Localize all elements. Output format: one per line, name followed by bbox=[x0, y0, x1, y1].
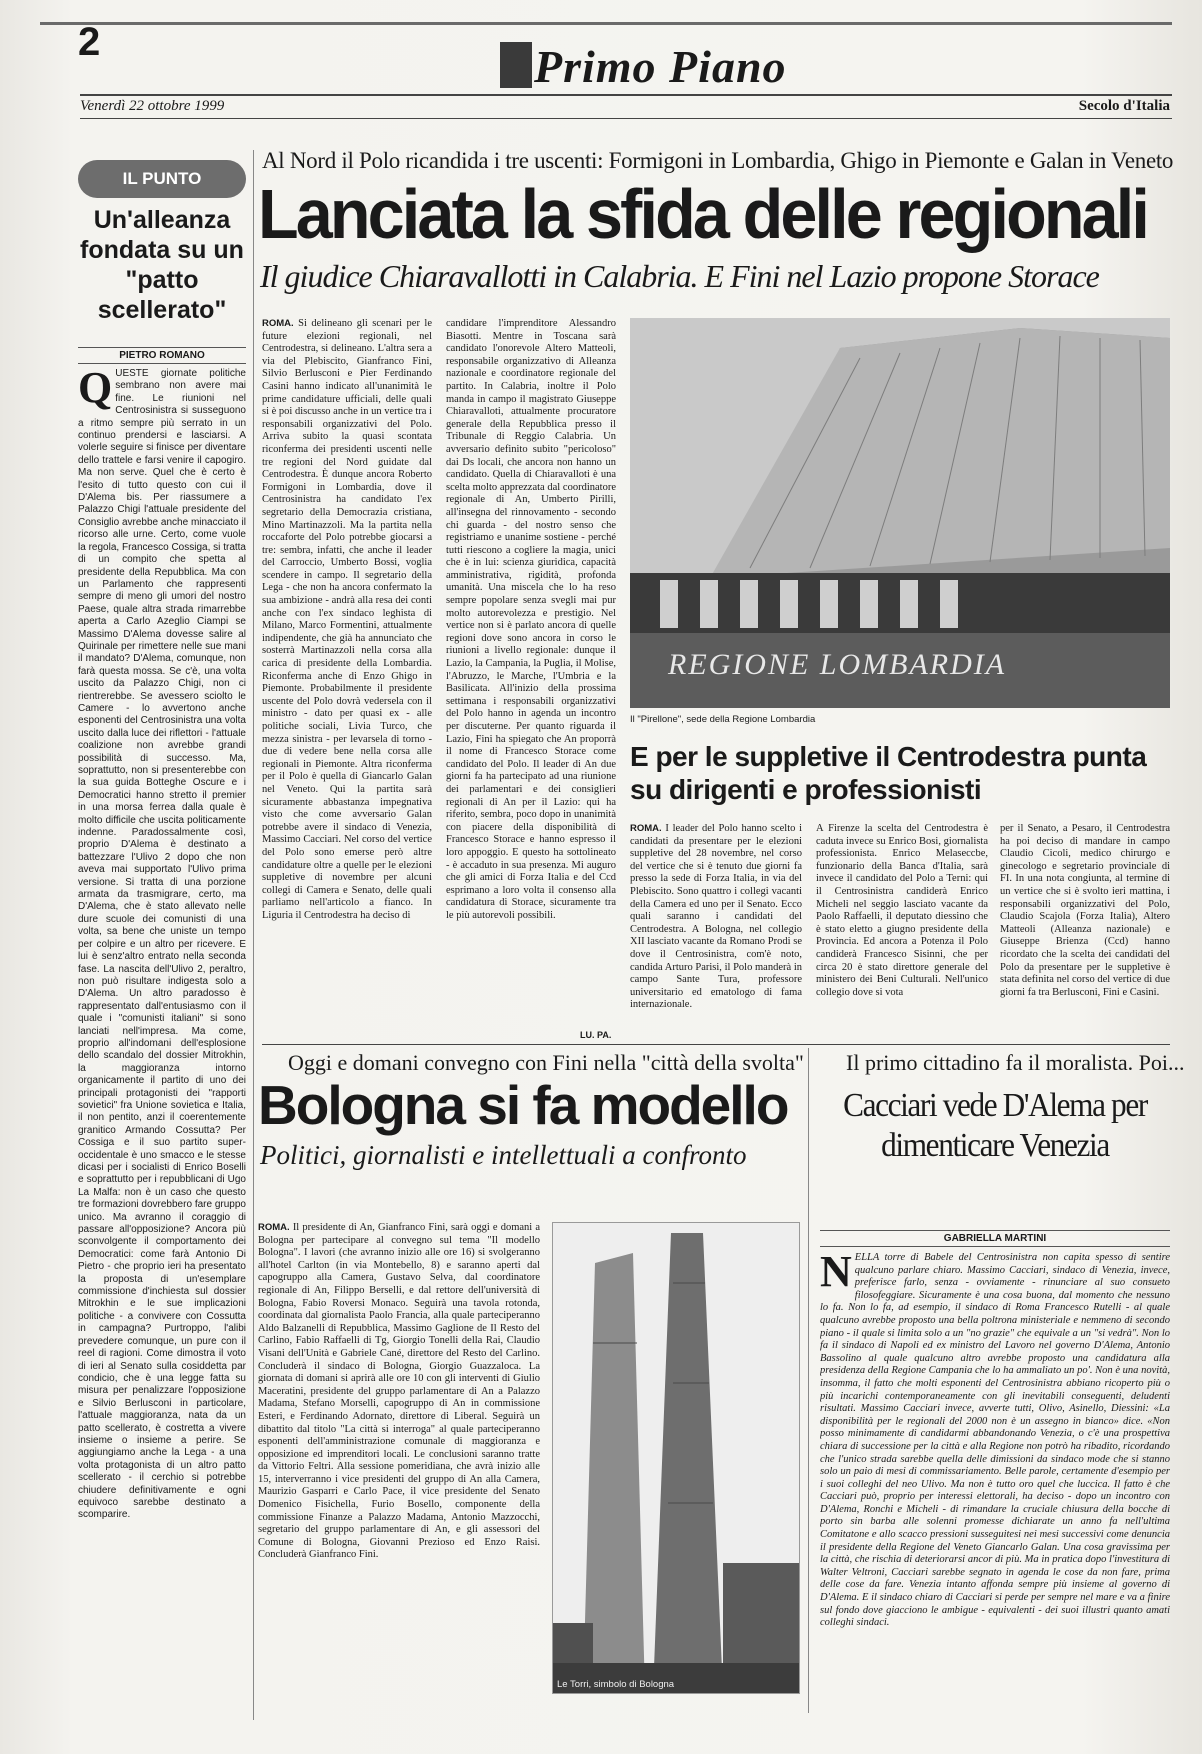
sidebar-dropcap: Q bbox=[78, 368, 113, 412]
towers-illustration bbox=[553, 1223, 799, 1693]
section-title bbox=[500, 40, 787, 93]
suppletive-col2-text: A Firenze la scelta del Centrodestra è caduta invece su Enrico Bosi, giornalista professionista. Enrico Melaseccbe, funzionario della Banca d'Italia, sarà invece il candidato del Polo a Terni: qui il Centrosinistra candiderà Enrico Micheli nel seggio lasciato vacante da Paolo Raffaelli, il deputato diessino che è stato eletto a giugno presidente della Provincia. Ed ancora a Potenza il Polo candiderà Francesco Sisinni, che per circa 20 è stato direttore generale del ministero dei Beni Culturali. Nell'unico collegio dove si vota bbox=[816, 823, 988, 998]
lead-col1-text: Si delineano gli scenari per le future elezioni regionali, nel Centrodestra, si delineano. L'altra sera a via del Plebiscito, Gianfranco Fini, Silvio Berlusconi e Pier Ferdinando Casini hanno indicato all'unanimità le prime candidature ufficiali, delle quali si è poi discusso anche in un vertice tra i responsabili organizzativi del Polo. Arriva subito la quasi scontata riconferma dei presidenti uscenti nelle tre regioni del Nord guidate dal Centrodestra. È dunque ancora Roberto Formigoni in Lombardia, dove il Centrosinistra ha candidato l'ex segretario della Democrazia cristiana, Mino Martinazzoli. Ma la partita nella roccaforte del Polo potrebbe giocarsi a tre: sembra, infatti, che anche il leader del Carroccio, Umberto Bossi, voglia scendere in campo. Il segretario della Lega - che non ha ancora confermato la sua ambizione - andrà alla resa dei conti anche con l'ex sindaco leghista di Milano, Marco Formentini, attualmente indipendente, che già ha annunciato che sosterrà Martinazzoli nella corsa alla carica di presidente della Lombardia. Riconferma anche di Enzo Ghigo in Piemonte. Probabilmente il presidente uscente del Polo dovrà vedersela con il ministro - dato per quasi ex - alle politiche sociali, Livia Turco, che mezza sinistra - per levarsela di torno - due di vedere bene nella corsa alle regionali in Piemonte. Altra riconferma per il Polo è quella di Giancarlo Galan nel Veneto. Qui la partita sarà sicuramente abbastanza impegnativa visto che come avversario Galan potrebbe avere il sindaco di Venezia, Massimo Cacciari. Nel corso del vertice del Polo sono emerse però altre candidature oltre a quelle per le elezioni suppletive di novembre per alcuni collegi di Camera e Senato, delle quali parliamo nell'articolo a fianco. In Liguria il Centrodestra ha deciso di bbox=[262, 318, 432, 921]
pirellone-caption: Il "Pirellone", sede della Regione Lombardia bbox=[630, 714, 816, 725]
masthead-block-p bbox=[500, 42, 532, 88]
sidebar-author: PIETRO ROMANO bbox=[78, 347, 246, 364]
cacciari-author: GABRIELLA MARTINI bbox=[820, 1230, 1170, 1247]
lead-col2-text: candidare l'imprenditore Alessandro Biasotti. Mentre in Toscana sarà candidato l'onorevole Altero Matteoli, responsabile organizzativo di Alleanza nazionale e coordinatore regionale del partito. In Calabria, inoltre il Polo manda in campo il magistrato Giuseppe Chiaravalloti, attualmente procuratore generale della Repubblica presso il Tribunale di Reggio Calabria. Un avversario definito subito "pericoloso" dai Ds locali, che ancora non hanno un candidato. Quella di Chiaravalloti è una scelta molto apprezzata dal coordinatore regionale di An, Umberto Pirilli, all'insegna del rinnovamento - secondo chi guarda - del nostro senso che registriamo e unanime sostiene - perché tutti riescono a cogliere la magia, unici che è in lui: scienza giuridica, capacità amministrativa, rigidità, profonda umanità. Una miscela che lo ha reso sempre popolare senza svegli mai pur molto autorevolezza e prestigio. Nel vertice non si è parlato ancora di quelle regioni dove sono ancora in corso le riunioni a livello regionale: dunque il Lazio, la Campania, la Puglia, il Molise, l'Abruzzo, le Marche, l'Umbria e la Basilicata. All'inizio della prossima settimana i responsabili organizzativi del Polo hanno in agenda un incontro per discuterne. Per quanto riguarda il Lazio, Fini ha spiegato che An proporrà il nome di Francesco Storace come candidato del Polo. Il leader di An due giorni fa ha partecipato ad una riunione dei parlamentari e dei consiglieri regionali di An per il Lazio: qui ha riferito, sembra, poco dopo in unanimità con piacere della disponibilità di Francesco Storace e hanno espresso il loro appoggio. E questo ha sottolineato - è accaduto in sua presenza. Mi auguro che gli amici di Forza Italia e del Ccd esprimano a loro volta il consenso alla candidatura di Storace, sicuramente tra le più autorevoli possibili. bbox=[446, 318, 616, 921]
section-title-text: Primo Piano bbox=[534, 41, 787, 92]
sidebar-headline: Un'alleanza fondata su un "patto scellerato" bbox=[80, 206, 244, 324]
bologna-text-2: Il presidente di An, Gianfranco Fini, sarà oggi e domani a Bologna per partecipare al convegno sul tema "Il modello Bologna". I lavori (che avranno inizio alle ore 16) si svolgeranno all'hotel Carlton (in via Montebello, 8) e saranno aperti dal capogruppo alla Camera, Gustavo Selva, dal coordinatore regionale di An, Filippo Berselli, e dal rettore dell'università di Bologna, Fabio Roversi Monaco. Seguirà una tavola rotonda, coordinata dal giornalista Paolo Francia, alla quale parteciperanno Aldo Balzanelli di Repubblica, Massimo Gaglione de Il Resto del Carlino, Fabio Raffaelli di Tg, Giorgio Tonelli della Rai, Claudio Visani dell'Unità e Gabriele Cané, direttore del Resto del Carlino. Concluderà il sindaco di Bologna, Giorgio Guazzaloca. La giornata di domani si aprirà alle ore 10 con gli interventi di Giulio Maceratini, presidente del gruppo parlamentare di An a Palazzo Madama, Stefano Morselli, capogruppo di An in commissione Esteri, e Ferdinando Adornato, direttore di Liberal. Seguirà un dibattito dal titolo "La città si interroga" al quale parteciperanno esponenti dell'amministrazione comunale di maggioranza e opposizione ed imprenditori locali. Le conclusioni saranno tratte da Vittorio Feltri. Alla sessione pomeridiana, che avrà inizio alle 15, interverranno i vice presidenti del gruppo di An alla Camera, Maurizio Gasparri e Carlo Pace, il vice presidente del Senato Domenico Fisichella, Furio Bosello, componente della commissione Finanze a Palazzo Madama, Antonio Mazzocchi, segretario del gruppo parlamentare di An, e gli assessori del Comune di Bologna, Giovanni Prezioso ed Enzo Raisi. Concluderà Gianfranco Fini. bbox=[258, 1222, 540, 1561]
page-number: 2 bbox=[78, 20, 101, 64]
cacciari-kicker: Il primo cittadino fa il moralista. Poi... bbox=[846, 1050, 1185, 1075]
sidebar-body bbox=[78, 368, 246, 1708]
cacciari-divider bbox=[808, 1048, 809, 1713]
bologna-column bbox=[258, 1222, 540, 1712]
suppletive-dateline: ROMA. bbox=[630, 823, 662, 834]
bologna-headline: Bologna si fa modello bbox=[258, 1074, 788, 1136]
lead-signature: LU. PA. bbox=[580, 1030, 612, 1040]
section-divider bbox=[262, 1044, 1170, 1045]
bologna-kicker: Oggi e domani convegno con Fini nella "città della svolta" bbox=[288, 1050, 804, 1075]
towers-photo bbox=[552, 1222, 800, 1694]
cacciari-headline: Cacciari vede D'Alema per dimenticare Venezia bbox=[843, 1087, 1147, 1164]
lead-column-1 bbox=[262, 318, 432, 1046]
towers-caption: Le Torri, simbolo di Bologna bbox=[557, 1679, 675, 1690]
pirellone-photo bbox=[630, 318, 1170, 708]
building-sign: REGIONE LOMBARDIA bbox=[668, 648, 1007, 681]
lead-headline: Lanciata la sfida delle regionali bbox=[258, 175, 1148, 253]
cacciari-text: ELLA torre di Babele del Centrosinistra non capita spesso di sentire qualcuno parlare chiaro. Massimo Cacciari, sindaco di Venezia, invece, preferisce farlo, senza - ovviamente - rinunciare al suo consueto filosofeggiare. Sicuramente è una cosa buona, dal momento che nessuno lo fa. Non lo fa, ad esempio, il sindaco di Roma Francesco Rutelli - al quale qualcuno avrebbe proposto una bella poltrona ministeriale e nemmeno di secondo piano - il quale si limita solo a un "no grazie" che equivale a un "si vedrà". Non lo fa il sindaco di Napoli ed ex ministro del Lavoro nel governo D'Alema, Antonio Bassolino al quale qualcuno altro avrebbe proposto una candidatura alla presidenza della Regione Campania che lo ha ammaliato un po'. Non è una novità, insomma, il fatto che molti esponenti del Centrosinistra abbiano ricoperto più o più incarichi contemporaneamente con gli inevitabili conseguenti, deludenti risultati. Massimo Cacciari invece, avverte tutti, Olivo, Asinello, Diessini: «La disponibilità per le regionali del 2000 non è un assegno in bianco» dice. «Non posso minimamente di candidarmi abbandonando Venezia, o c'è una prospettiva chiara di successione per la città e alla Regione non potrò ha ribadito, ricordando che l'unico strada sarebbe quella delle dimissioni da sindaco mode che si stanno solo un paio di mesi di commissariamento. Belle parole, certamente d'esempio per i suoi colleghi del neo Ulivo. Ma non è tutto oro quel che luccica. Il fatto è che Cacciari può, proprio per interessi elettorali, ha deciso - dopo un incontro con D'Alema, Ronchi e Micheli - di rimandare la cruciale chiusura della bocche di porto sin barba alle solenni promesse dichiarate un anno fa nell'ultima Comitatone e allo scacco pressioni susseguitesi nei mesi successivi come denuncia il presidente della Regione del Veneto Giancarlo Galan. Una cosa gravissima per la città, che rischia di deteriorarsi ancor di più. Ma in pratica dopo l'investitura di Walter Veltroni, Cacciari sarebbe segnato in agenda le cose da non fare, prima delle cose da fare. Venezia intanto affonda sempre più insieme al governo di D'Alema. E il sindaco chiaro di Cacciari si perde per sempre nel mare e va a finire sul fondo dove giacciono le ambigue - equivalenti - dei suoi illustri quanto amati colleghi sindaci. bbox=[820, 1252, 1170, 1629]
lead-dateline: ROMA. bbox=[262, 318, 294, 329]
lead-kicker: Al Nord il Polo ricandida i tre uscenti: Formigoni in Lombardia, Ghigo in Piemonte e Galan in Veneto bbox=[262, 148, 1174, 173]
suppletive-column-1 bbox=[630, 823, 802, 1048]
date-rule bbox=[80, 118, 1172, 119]
cacciari-dropcap: N bbox=[820, 1252, 852, 1296]
lead-subhead: Il giudice Chiaravallotti in Calabria. E Fini nel Lazio propone Storace bbox=[260, 258, 1099, 294]
suppletive-col1-text: I leader del Polo hanno scelto i candidati da presentare per le elezioni suppletive del 28 novembre, nel corso del vertice che si è tenuto due giorni fa presso la sede di Forza Italia, in via del Plebiscito. Sono quattro i collegi vacanti della Camera ed uno per il Senato. Ecco quali saranno i candidati del Centrodestra. A Bologna, nel collegio XII lasciato vacante da Romano Prodi se dove il Centrosinistra, com'è noto, candida Arturo Parisi, il Polo manderà in campo Sante Tura, professore universitario ed ematologo di fama internazionale. bbox=[630, 823, 802, 1011]
cacciari-body bbox=[820, 1252, 1170, 1712]
lead-column-2 bbox=[446, 318, 616, 1026]
sidebar-divider bbox=[253, 150, 254, 1720]
bologna-dateline-2: ROMA. bbox=[258, 1222, 290, 1233]
masthead-rule bbox=[80, 94, 1172, 96]
issue-date: Venerdì 22 ottobre 1999 bbox=[80, 98, 225, 114]
suppletive-headline: E per le suppletive il Centrodestra punta su dirigenti e professionisti bbox=[630, 741, 1147, 805]
sidebar-text: UESTE giornate politiche sembrano non avere mai fine. Le riunioni nel Centrosinistra si susseguono a ritmo sempre più serrato in un continuo prendersi e lasciarsi. A volerle seguire si finisce per diventare dello trattele e farsi venire il capogiro. Ma non serve. Quel che è certo è l'esito di tutto questo con cui il D'Alema bis. Per riassumere a Palazzo Chigi l'attuale presidente del Consiglio avrebbe anche minacciato il ricorso alle urne. Certo, come vuole la regola, Francesco Cossiga, si tratta di un compito che spetta al presidente della Repubblica. Ma con un Parlamento che rappresenti sempre di meno gli umori del nostro Paese, quale altra strada rimarrebbe aperta a Carlo Azeglio Ciampi se Massimo D'Alema dovesse salire al Quirinale per rimettere nelle sue mani il mandato? D'Alema, comunque, non farà questa mossa. Se c'è, una volta uscito da Palazzo Chigi, non ci rientrerebbe. Se avessero sciolto le Camere - lo avvertono anche esponenti del Centrosinistra una volta uscito dalla luce dei riflettori - l'attuale coalizione non avrebbe grandi possibilità di successo. Ma, soprattutto, non si presenterebbe con la sua guida Botteghe Oscure e i Democratici hanno stretto il premier in una morsa ferrea dalla quale è molto difficile che uscita politicamente indenne. Paradossalmente così, proprio D'Alema è destinato a battezzare l'Ulivo 2 dopo che non aveva mai supportato l'Ulivo prima versione. Si tratta di una porzione armata da trasmigrare, certo, ma D'Alema, che è stato allevato nelle dure scuole dei comunisti di una volta, sa bene che uniste un tempo per colpire e un altro per ricevere. E lui è senz'altro entrato nella seconda fase. La nascita dell'Ulivo 2, peraltro, non può risultare indigesta solo a D'Alema. Un altro paradosso è rappresentato dall'entusiasmo con il quale i "comunisti italiani" si sono lanciati nell'impresa. Ma come, proprio all'indomani dell'esplosione dello scandalo del dossier Mitrokhin, la maggioranza intorno organicamente il partito di uno dei principali protagonisti dei "rapporti sovietici" fra Unione sovietica e Italia, il non pentito, anzi il coerentemente granitico Armando Cossutta? Per Cossiga e il suo partito super-occidentale è uno smacco e le stesse dicasi per i socialisti di Enrico Boselli e soprattutto per i repubblicani di Ugo La Malfa: non è un caso che questo tre formazioni dovrebbero fare gruppo unico. Ma avranno il coraggio di passare all'opposizione? Ancora più sconvolgente il comportamento dei Democratici: come farà Antonio Di Pietro - che proprio ieri ha presentato la proposta di un'esemplare commissione d'inchiesta sul dossier Mitrokhin e le sue implicazioni politiche - a convivere con Cossutta in campagna? Purtroppo, l'alibi prevedere comunque, un pure con il reel di ragioni. Come dimostra il voto di ieri al Senato sulla cosiddetta par condicio, che è una legge fatta su misura per penalizzare l'opposizione e Silvio Berlusconi in particolare, l'attuale maggioranza, nata da un patto scellerato, è costretta a vivere insieme o insieme a perire. Se aggiungiamo anche la Lega - a una volta protagonista di un altro patto scellerato - il cerchio si potrebbe chiudere definitivamente e ogni equivoco sarebbe destinato a scomparire. bbox=[78, 368, 246, 1521]
bologna-subhead: Politici, giornalisti e intellettuali a confronto bbox=[260, 1140, 747, 1170]
il-punto-badge: IL PUNTO bbox=[78, 160, 246, 198]
paper-name: Secolo d'Italia bbox=[1078, 98, 1170, 114]
top-rule bbox=[40, 22, 1172, 25]
suppletive-column-2 bbox=[816, 823, 988, 1048]
suppletive-col3-text: per il Senato, a Pesaro, il Centrodestra ha poi deciso di mandare in campo Claudio Cicoli, medico chirurgo e ginecologo e segretario provinciale di FI. In una nota congiunta, al termine di un vertice che si è svolto ieri mattina, i responsabili organizzativi del Polo, Claudio Scajola (Forza Italia), Altero Matteoli (Alleanza nazionale) e Giuseppe Brienza (Ccd) hanno ricordato che la scelta dei candidati del Polo da presentare per le suppletive è stata definita nel corso del vertice di due giorni fa tra Berlusconi, Fini e Casini. bbox=[1000, 823, 1170, 998]
suppletive-column-3 bbox=[1000, 823, 1170, 1048]
